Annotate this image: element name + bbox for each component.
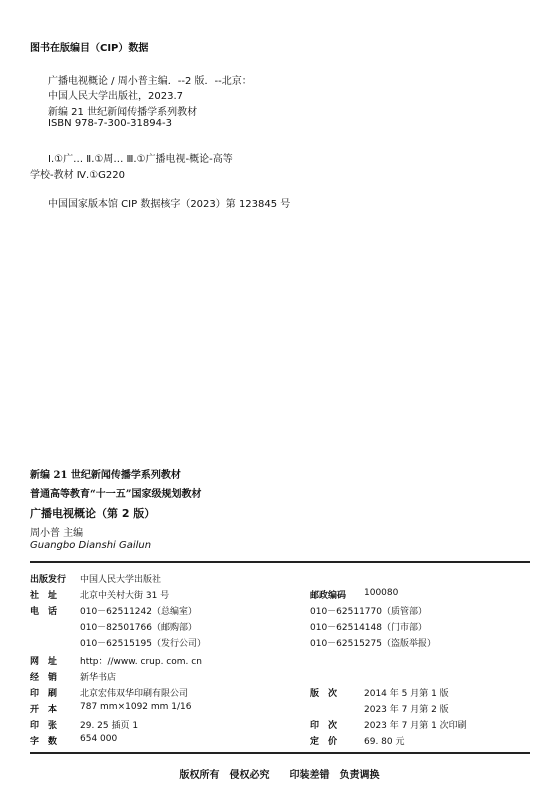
value-impression: 2023 年 7 月第 1 次印刷: [364, 721, 467, 731]
value-website: http：//www. crup. com. cn: [80, 657, 202, 667]
book-pinyin: Guangbo Dianshi Gailun: [30, 540, 152, 551]
value-printer: 北京宏伟双华印刷有限公司: [80, 689, 189, 699]
value-price: 69. 80 元: [364, 737, 405, 747]
cip-line-3: 新编 21 世纪新闻传播学系列教材: [48, 107, 198, 118]
value-edition-1: 2014 年 5 月第 1 版: [364, 689, 449, 699]
value-phone-store: 010－62514148（门市部）: [310, 623, 427, 633]
book-title: 广播电视概论（第 2 版）: [30, 507, 156, 520]
value-phone-piracy: 010－62515275（盗版举报）: [310, 639, 436, 649]
cip-line-1: 广播电视概论 / 周小普主编．--2 版．--北京：: [48, 76, 252, 87]
divider-top: [30, 561, 530, 563]
series-name: 新编 21 世纪新闻传播学系列教材: [30, 470, 181, 481]
value-postcode: 100080: [364, 588, 399, 598]
label-format: 开 本: [30, 705, 58, 715]
cip-isbn: ISBN 978-7-300-31894-3: [48, 118, 172, 129]
value-sheets: 29. 25 插页 1: [80, 721, 139, 731]
value-distributor: 新华书店: [80, 673, 117, 683]
cip-heading: 图书在版编目（CIP）数据: [30, 43, 149, 54]
label-phone: 电 话: [30, 607, 58, 617]
label-sheets: 印 张: [30, 721, 58, 731]
value-wordcount: 654 000: [80, 734, 118, 744]
label-printer: 印 刷: [30, 689, 58, 699]
label-impression: 印 次: [310, 721, 338, 731]
label-publisher: 出版发行: [30, 575, 67, 585]
value-phone-quality: 010－62511770（质管部）: [310, 607, 427, 617]
label-website: 网 址: [30, 657, 58, 667]
label-edition: 版 次: [310, 689, 338, 699]
label-address: 社 址: [30, 591, 58, 601]
cip-core-line: 中国国家版本馆 CIP 数据核字（2023）第 123845 号: [48, 199, 291, 210]
value-phone-1: 010－62511242（总编室）: [80, 607, 197, 617]
label-postcode: 邮政编码: [310, 591, 347, 601]
cip-line-2: 中国人民大学出版社，2023.7: [48, 91, 183, 102]
value-address: 北京中关村大街 31 号: [80, 591, 170, 601]
label-price: 定 价: [310, 737, 338, 747]
cip-class-line-1: Ⅰ.①广… Ⅱ.①周… Ⅲ.①广播电视-概论-高等: [48, 154, 233, 165]
book-editor: 周小普 主编: [30, 528, 84, 539]
label-distributor: 经 销: [30, 673, 58, 683]
value-format: 787 mm×1092 mm 1/16: [80, 702, 192, 712]
cip-class-line-2: 学校-教材 Ⅳ.①G220: [30, 170, 125, 181]
value-edition-2: 2023 年 7 月第 2 版: [364, 705, 449, 715]
divider-bottom: [30, 752, 530, 754]
value-publisher: 中国人民大学出版社: [80, 575, 162, 585]
rights-footer: 版权所有 侵权必究 印装差错 负责调换: [179, 770, 380, 781]
value-phone-3: 010－62515195（发行公司）: [80, 639, 206, 649]
value-phone-2: 010－82501766（邮购部）: [80, 623, 197, 633]
series-national: 普通高等教育“十一五”国家级规划教材: [30, 489, 202, 500]
label-wordcount: 字 数: [30, 737, 58, 747]
